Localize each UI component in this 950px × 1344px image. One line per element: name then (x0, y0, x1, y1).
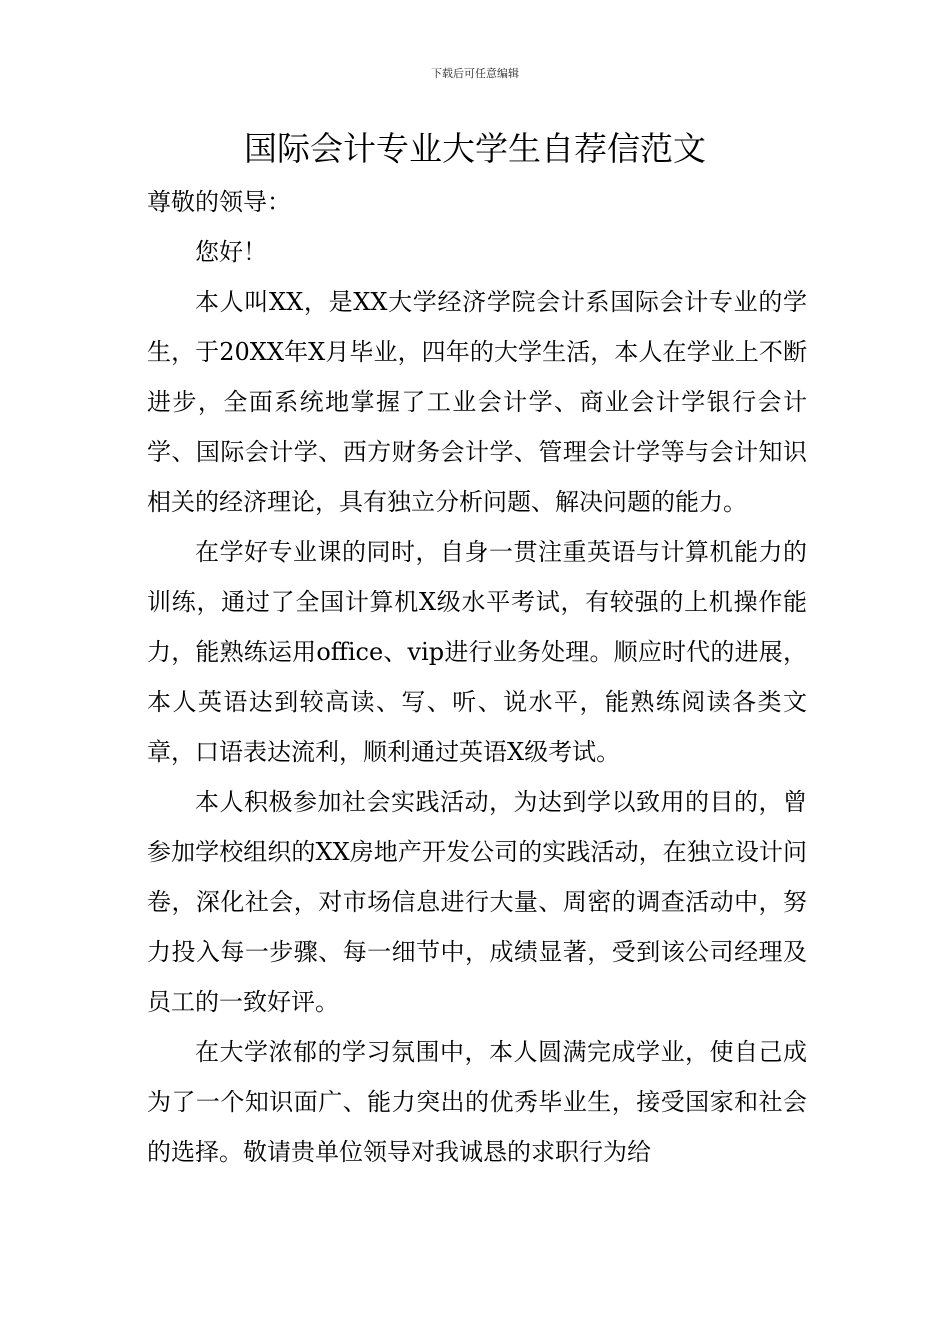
document-title: 国际会计专业大学生自荐信范文 (244, 129, 706, 168)
paragraph-practice: 本人积极参加社会实践活动，为达到学以致用的目的，曾参加学校组织的XX房地产开发公司的实践活动，在独立设计问卷，深化社会，对市场信息进行大量、周密的调查活动中，努力投入每一步骤、每一细节中，成绩显著，受到该公司经理及员工的一致好评。 (147, 788, 807, 1016)
greeting: 您好！ (195, 238, 267, 266)
paragraph-skills: 在学好专业课的同时，自身一贯注重英语与计算机能力的训练，通过了全国计算机X级水平考试，有较强的上机操作能力，能熟练运用office、vip进行业务处理。顺应时代的进展，本人英语达到较高读、写、听、说水平，能熟练阅读各类文章，口语表达流利，顺利通过英语X级考试。 (147, 538, 807, 766)
paragraph-education: 本人叫XX，是XX大学经济学院会计系国际会计专业的学生，于20XX年X月毕业，四年的大学生活，本人在学业上不断进步，全面系统地掌握了工业会计学、商业会计学银行会计学、国际会计学、西方财务会计学、管理会计学等与会计知识相关的经济理论，具有独立分析问题、解决问题的能力。 (147, 288, 807, 516)
paragraph-closing: 在大学浓郁的学习氛围中，本人圆满完成学业，使自己成为了一个知识面广、能力突出的优秀毕业生，接受国家和社会的选择。敬请贵单位领导对我诚恳的求职行为给 (147, 1038, 807, 1166)
header-note: 下载后可任意编辑 (431, 67, 519, 80)
letter-body (147, 177, 807, 1177)
salutation: 尊敬的领导： (147, 188, 291, 216)
